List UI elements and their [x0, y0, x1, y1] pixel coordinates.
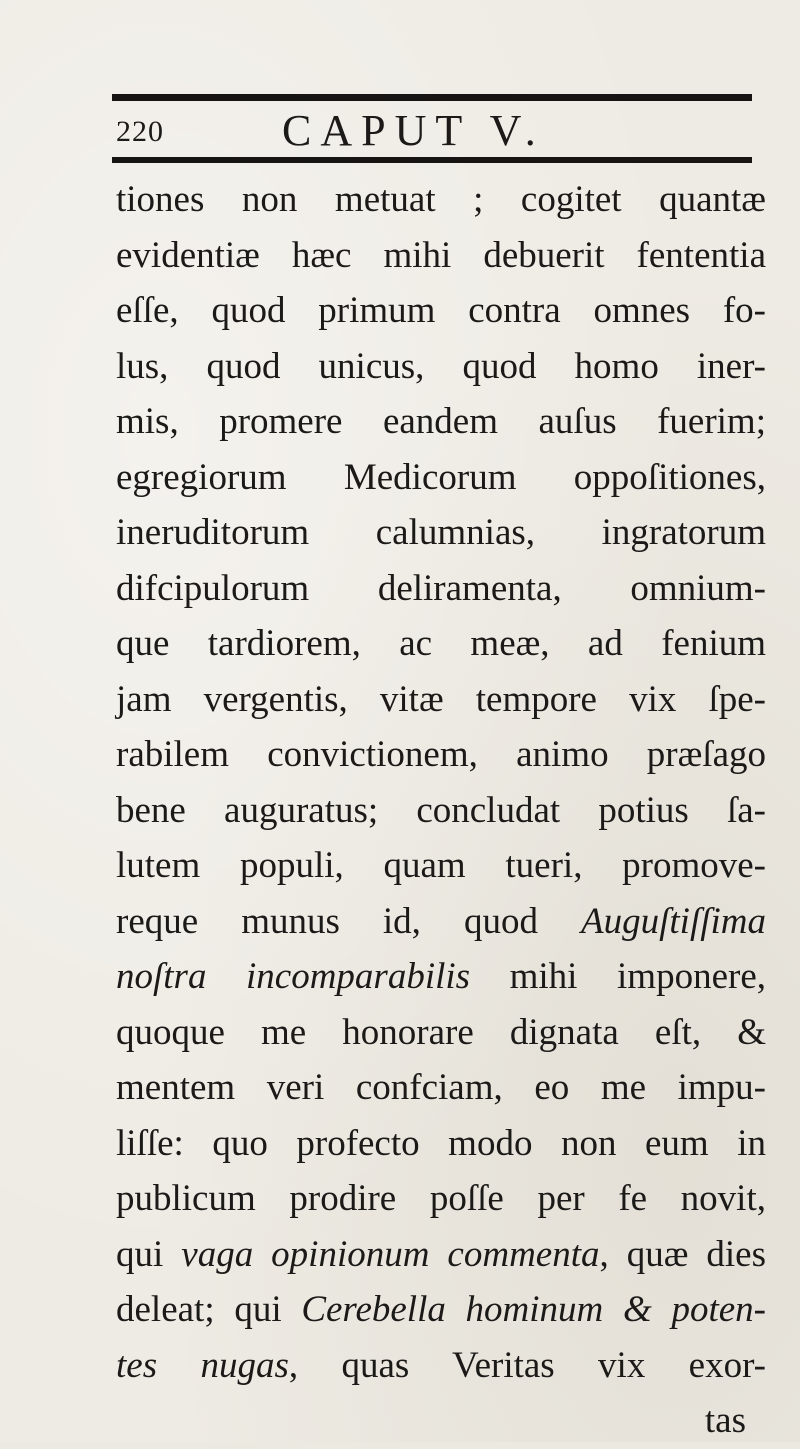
text-segment: , quæ dies: [599, 1233, 766, 1275]
text-line: lus, quod unicus, quod homo iner-: [116, 345, 766, 387]
text-line: mis, promere eandem auſus fuerim;: [116, 401, 766, 442]
text-line: liſſe: quo profecto modo non eum in: [116, 1122, 766, 1164]
text-line: lutem populi, quam tueri, promove-: [116, 845, 766, 886]
body-text: [116, 172, 766, 1449]
text-line: evidentiæ hæc mihi debuerit fententia: [116, 234, 766, 276]
text-line: difcipulorum deliramenta, omnium-: [116, 567, 766, 609]
text-line: rabilem convictionem, animo præſago: [116, 734, 766, 775]
text-line: [116, 1282, 766, 1338]
page-header: [112, 103, 752, 155]
text-line: publicum prodire poſſe per fe novit,: [116, 1178, 766, 1219]
header-rule-top: [112, 94, 752, 101]
text-segment: mihi imponere,: [470, 956, 766, 997]
text-line: bene auguratus; concludat potius ſa-: [116, 789, 766, 831]
text-segment: qui: [116, 1233, 182, 1275]
text-line: tiones non metuat ; cogitet quantæ: [116, 179, 766, 220]
text-line: mentem veri confciam, eo me impu-: [116, 1067, 766, 1108]
page-number: 220: [116, 115, 164, 148]
text-segment: deleat; qui: [116, 1289, 302, 1330]
header-rule-bottom: [112, 157, 752, 163]
text-line: [116, 949, 766, 1005]
italic-text-segment: vaga opinionum commenta: [181, 1233, 600, 1275]
italic-text-segment: Auguſtiſſima: [581, 900, 766, 942]
catchword: tas: [704, 1400, 746, 1441]
italic-text-segment: tes nugas: [116, 1344, 289, 1386]
italic-text-segment: noſtra incomparabilis: [116, 956, 471, 997]
text-segment: , quas Veritas vix exor-: [288, 1344, 766, 1386]
text-segment: reque munus id, quod: [116, 900, 581, 942]
text-line: que tardiorem, ac meæ, ad fenium: [116, 623, 766, 664]
text-line: jam vergentis, vitæ tempore vix ſpe-: [116, 678, 766, 720]
text-line: [116, 894, 766, 950]
text-line: [116, 1227, 766, 1283]
text-line: eſſe, quod primum contra omnes fo-: [116, 290, 766, 331]
italic-text-segment: Cerebella hominum & poten-: [301, 1289, 766, 1330]
text-line: ineruditorum calumnias, ingratorum: [116, 512, 766, 553]
text-line: quoque me honorare dignata eſt, &: [116, 1011, 766, 1053]
text-line: [116, 1338, 766, 1394]
running-head: CAPUT V.: [282, 106, 545, 155]
text-line: egregiorum Medicorum oppoſitiones,: [116, 456, 766, 498]
